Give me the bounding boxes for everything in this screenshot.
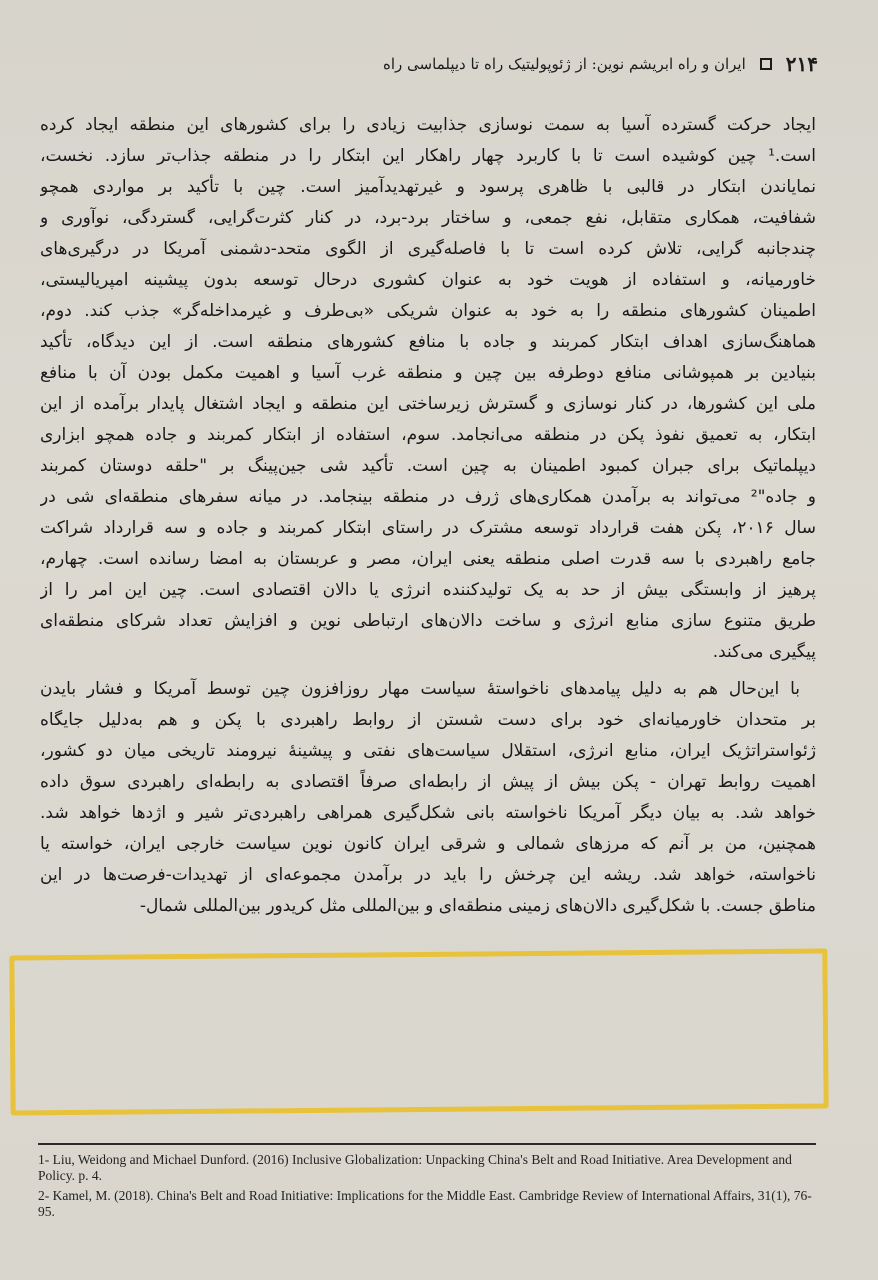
body-text bbox=[40, 110, 816, 922]
text-line: چندجانبه گرایی، تلاش کرده است تا با فاصله‌گیری از الگوی متحد-دشمنی آمریکا در درگیری‌های bbox=[40, 239, 816, 259]
text-line: مناطق جست. با شکل‌گیری دالان‌های زمینی منطقه‌ای و بین‌المللی مثل کریدور بین‌المللی شمال- bbox=[139, 896, 816, 916]
page-header bbox=[380, 48, 818, 80]
page-number: ۲۱۴ bbox=[785, 52, 818, 76]
paragraph-2 bbox=[40, 674, 816, 922]
text-line: طریق متنوع سازی منابع انرژی و ساخت دالان‌های ارتباطی نوین و افزایش تعداد شرکای منطقه‌ای bbox=[40, 611, 816, 631]
text-line: با این‌حال هم به دلیل پیامدهای ناخواستهٔ سیاست مهار روزافزون چین توسط آمریکا و فشار بایدن bbox=[40, 679, 800, 699]
text-line: ایجاد حرکت گسترده آسیا به سمت نوسازی جذابیت زیادی را برای کشورهای این منطقه ایجاد کرده bbox=[40, 115, 816, 135]
footnote-2: 2- Kamel, M. (2018). China's Belt and Road Initiative: Implications for the Middle East. Cambridge Review of International Affairs, 31(1), 76-95. bbox=[38, 1188, 812, 1219]
paragraph-1 bbox=[40, 110, 816, 668]
text-line: هماهنگ‌سازی اهداف ابتکار کمربند و جاده با منافع کشورهای منطقه است. از این دیدگاه، تأکید bbox=[40, 332, 816, 352]
text-line: ناخواسته، خواهد شد. ریشه این چرخش را باید در برآمدن مجموعه‌ای از تهدیدات-فرصت‌ها در این bbox=[40, 865, 816, 885]
text-line: سال ۲۰۱۶، پکن هفت قرارداد توسعه مشترک در راستای ابتکار کمربند و جاده و سه قرارداد شراکت bbox=[40, 518, 816, 538]
text-line: بنیادین بر همپوشانی منافع دوطرفه بین چین و منطقه غرب آسیا و اهمیت مکمل بودن آن با منافع bbox=[40, 363, 816, 383]
footnote-1: 1- Liu, Weidong and Michael Dunford. (2016) Inclusive Globalization: Unpacking China's Belt and Road Initiative. Area Development and Policy. p. 4. bbox=[38, 1152, 792, 1183]
text-line: پیگیری می‌کند. bbox=[712, 642, 816, 662]
text-line: شفافیت، همکاری متقابل، نفع جمعی، و ساختار برد-برد، در کنار کثرت‌گرایی، گستردگی، نوآوری و bbox=[40, 208, 816, 228]
text-line: خواهد شد. به بیان دیگر آمریکا ناخواسته بانی شکل‌گیری همراهی راهبردی‌تر شیر و اژدها خواهد شد. bbox=[40, 803, 816, 823]
footnote-divider bbox=[38, 1143, 816, 1145]
text-line: ژئواستراتژیک ایران، منابع انرژی، استقلال سیاست‌های نفتی و پیشینهٔ نیرومند تاریخی میان دو کشور، bbox=[40, 741, 816, 761]
text-line: اطمینان کشورهای منطقه را به خود به عنوان شریکی «بی‌طرف و غیرمداخله‌گر» جذب کند. دوم، bbox=[40, 301, 816, 321]
running-title: ایران و راه ابریشم نوین: از ژئوپولیتیک راه تا دیپلماسی راه bbox=[383, 55, 746, 73]
text-line: و جاده"² می‌تواند به برآمدن همکاری‌های ژرف در منطقه بینجامد. در میانه سفرهای منطقه‌ای شی در bbox=[40, 487, 816, 507]
yellow-highlight-box bbox=[9, 948, 828, 1115]
text-line: است.¹ چین کوشیده است تا با کاربرد چهار راهکار این ابتکار را در منطقه جذاب‌تر سازد. نخست، bbox=[40, 146, 816, 166]
text-line: پرهیز از وابستگی بیش از حد به یک تولیدکننده انرژی یا دالان اقتصادی است. چین این امر را از bbox=[40, 580, 816, 600]
text-line: ابتکار، به تعمیق نفوذ پکن در منطقه می‌انجامد. سوم، استفاده از ابتکار کمربند و جاده همچو ابزاری bbox=[40, 425, 816, 445]
text-line: دیپلماتیک برای جبران کمبود اطمینان به چین است. تأکید شی جین‌پینگ بر "حلقه دوستان کمربند bbox=[40, 456, 816, 476]
text-line: بر متحدان خاورمیانه‌ای خود برای دست شستن از روابط راهبردی با پکن و هم به‌دلیل جایگاه bbox=[40, 710, 816, 730]
text-line: ملی این کشورها، در کنار نوسازی و گسترش زیرساختی این منطقه و ایجاد اشتغال پایدار برآمده از این bbox=[40, 394, 816, 414]
text-line: نمایاندن ابتکار در قالبی با ظاهری پرسود و غیرتهدیدآمیز است. چین با تأکید بر مواردی همچو bbox=[40, 177, 816, 197]
text-line: جامع راهبردی با سه قدرت اصلی منطقه یعنی ایران، مصر و عربستان به امضا رسانده است. چهارم، bbox=[40, 549, 816, 569]
text-line: همچنین، من بر آنم که مرزهای شمالی و شرقی ایران کانون نوین سیاست خارجی ایران، خواسته یا bbox=[40, 834, 816, 854]
text-line: خاورمیانه، و استفاده از هویت خود به عنوان کشوری درحال توسعه بدون پیشینه امپریالیستی، bbox=[40, 270, 816, 290]
square-bullet-icon bbox=[760, 58, 772, 70]
footnotes bbox=[38, 1152, 816, 1224]
text-line: اهمیت روابط تهران - پکن بیش از پیش از رابطه‌ای صرفاً اقتصادی به رابطه‌ای راهبردی سوق داده bbox=[40, 772, 816, 792]
